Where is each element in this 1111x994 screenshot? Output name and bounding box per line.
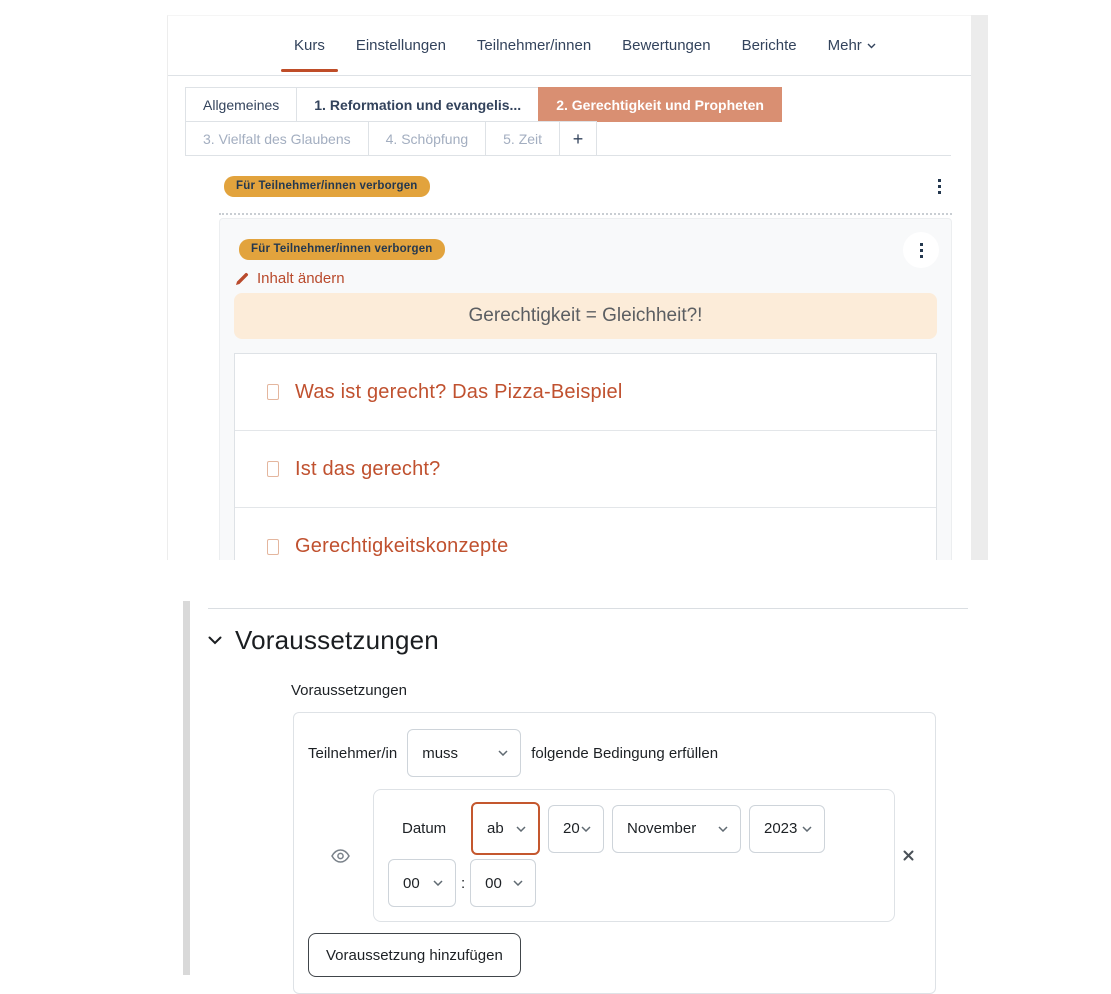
card-menu-button[interactable]: [903, 232, 939, 268]
nav-tab-berichte[interactable]: [742, 16, 797, 75]
participant-label: Teilnehmer/in: [308, 744, 398, 762]
dropzone-dotted-line: [219, 213, 952, 215]
edit-content-link[interactable]: [235, 270, 951, 287]
add-restriction-button[interactable]: Voraussetzung hinzufügen: [308, 933, 521, 977]
activity-placeholder-icon: [267, 539, 279, 555]
date-condition-row: [308, 789, 921, 922]
operator-select[interactable]: [407, 729, 521, 777]
section-tab-bar: [185, 87, 951, 156]
nav-tab-bewertungen[interactable]: [622, 16, 710, 75]
condition-operator-row: [308, 729, 921, 777]
nav-tab-kurs[interactable]: [294, 16, 325, 75]
chevron-down-icon: [433, 880, 443, 886]
minute-select[interactable]: [470, 859, 536, 907]
restrictions-heading: Voraussetzungen: [235, 625, 439, 655]
chevron-down-icon: [802, 826, 812, 832]
section-menu-kebab-icon[interactable]: [936, 177, 943, 196]
chevron-down-icon: [498, 750, 508, 756]
hour-value: 00: [403, 874, 420, 892]
time-separator: :: [461, 874, 466, 892]
section-title: Gerechtigkeit = Gleichheit?!: [468, 305, 703, 326]
course-nav: [168, 16, 971, 76]
nav-tab-einstellungen-label: Einstellungen: [355, 37, 446, 54]
hidden-badge: Für Teilnehmer/innen verborgen: [224, 176, 430, 197]
condition-suffix-label: folgende Bedingung erfüllen: [531, 744, 719, 762]
chevron-down-icon: [581, 826, 591, 832]
year-value: 2023: [764, 820, 798, 837]
restrictions-field-label: Voraussetzungen: [291, 682, 407, 699]
operator-value: muss: [422, 744, 459, 762]
collapse-chevron-icon[interactable]: [208, 636, 222, 645]
section-tab-4-schoepfung[interactable]: 4. Schöpfung: [368, 121, 487, 156]
date-selects-row: [388, 802, 880, 855]
activity-placeholder-icon: [267, 384, 279, 400]
hidden-badge-inner: Für Teilnehmer/innen verborgen: [239, 239, 445, 260]
scrollbar-track[interactable]: [971, 15, 988, 560]
section-status-row: [224, 176, 943, 197]
restrictions-section: [208, 601, 968, 994]
pencil-icon: [235, 272, 249, 286]
activity-row[interactable]: [235, 431, 936, 508]
month-value: November: [627, 820, 697, 837]
activity-row[interactable]: [235, 354, 936, 431]
day-value: 20: [563, 820, 580, 837]
section-tab-allgemeines[interactable]: Allgemeines: [185, 87, 297, 122]
year-select[interactable]: [749, 805, 825, 853]
date-condition-card: [373, 789, 895, 922]
nav-tab-teilnehmer[interactable]: [477, 16, 591, 75]
nav-tab-teilnehmer-label: Teilnehmer/innen: [476, 37, 592, 54]
course-panel: [167, 15, 971, 560]
date-direction-value: ab: [487, 820, 504, 837]
restriction-card: [293, 712, 936, 994]
activity-link[interactable]: Was ist gerecht? Das Pizza-Beispiel: [295, 380, 623, 403]
date-label: Datum: [402, 820, 447, 837]
activity-link[interactable]: Gerechtigkeitskonzepte: [295, 535, 509, 557]
activity-list: [234, 353, 937, 560]
nav-tab-mehr-label: Mehr: [827, 37, 862, 54]
remove-condition-button[interactable]: [895, 850, 921, 861]
section-tab-1-reformation[interactable]: 1. Reformation und evangelis...: [296, 87, 539, 122]
nav-tab-berichte-label: Berichte: [741, 37, 797, 54]
section-tab-5-zeit[interactable]: 5. Zeit: [485, 121, 560, 156]
activity-placeholder-icon: [267, 461, 279, 477]
section-tab-2-gerechtigkeit[interactable]: 2. Gerechtigkeit und Propheten: [538, 87, 782, 122]
chevron-down-icon: [718, 826, 728, 832]
date-direction-select[interactable]: [471, 802, 540, 855]
chevron-down-icon: [513, 880, 523, 886]
month-select[interactable]: [612, 805, 741, 853]
edit-content-label: Inhalt ändern: [257, 270, 345, 287]
restrictions-heading-row[interactable]: [208, 625, 968, 656]
day-select[interactable]: [548, 805, 604, 853]
section-title-banner: [234, 293, 937, 339]
form-left-indicator-bar: [183, 601, 190, 975]
nav-tab-bewertungen-label: Bewertungen: [622, 37, 711, 54]
activity-row[interactable]: [235, 508, 936, 560]
nav-tab-kurs-label: Kurs: [294, 37, 325, 54]
chevron-down-icon: [516, 826, 526, 832]
hidden-section-card: [219, 218, 952, 560]
card-menu-kebab-icon: [918, 241, 925, 260]
section-divider: [208, 608, 968, 609]
minute-value: 00: [485, 874, 502, 892]
nav-tab-einstellungen[interactable]: [356, 16, 446, 75]
activity-link[interactable]: Ist das gerecht?: [295, 457, 441, 480]
close-icon: [903, 850, 914, 861]
time-selects-row: [388, 859, 880, 907]
hour-select[interactable]: [388, 859, 456, 907]
add-section-button[interactable]: +: [559, 121, 597, 156]
nav-tab-mehr[interactable]: [828, 16, 876, 75]
eye-visibility-icon[interactable]: [331, 849, 350, 863]
section-tab-3-vielfalt[interactable]: 3. Vielfalt des Glaubens: [185, 121, 369, 156]
chevron-down-icon: [867, 43, 876, 49]
